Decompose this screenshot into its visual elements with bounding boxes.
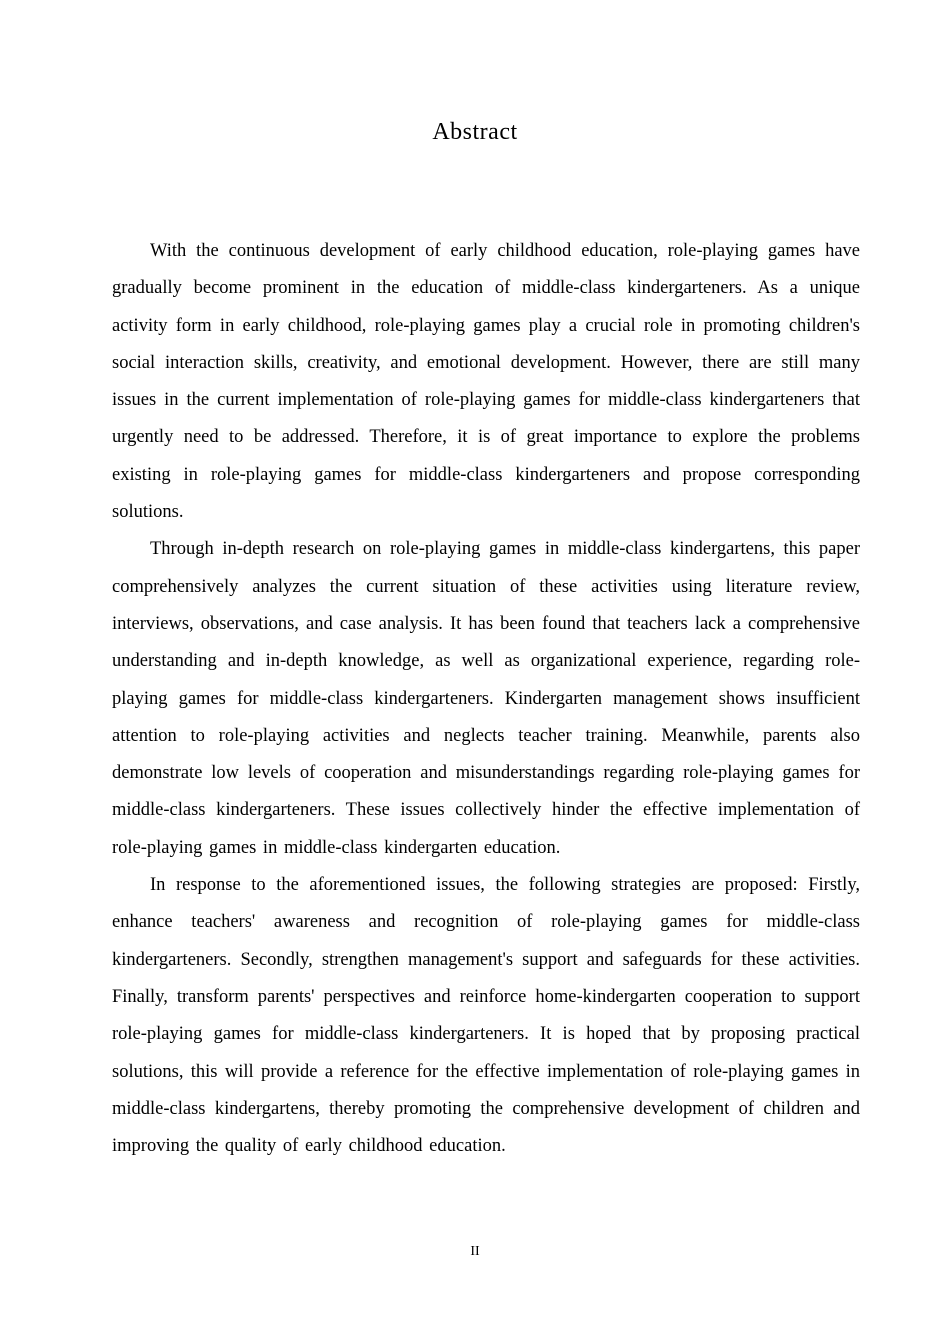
abstract-paragraph-1: With the continuous development of early childhood education, role-playing games have gradually become prominent in the education of middle-class kindergarteners. As a unique activity form in early childhood, role-playing games play a crucial role in promoting children's social interaction skills, creativity, and emotional development. However, there are still many issues in the current implementation of role-playing games for middle-class kindergarteners that urgently need to be addressed. Therefore, it is of great importance to explore the problems existing in role-playing games for middle-class kindergarteners and propose corresponding solutions. <box>112 241 860 523</box>
page-title: Abstract <box>432 119 518 145</box>
abstract-paragraph-2: Through in-depth research on role-playing games in middle-class kindergartens, this paper comprehensively analyzes the current situation of these activities using literature review, interviews, observations, and case analysis. It has been found that teachers lack a comprehensive understanding and in-depth knowledge, as well as organizational experience, regarding role-playing games for middle-class kindergarteners. Kindergarten management shows insufficient attention to role-playing activities and neglects teacher training. Meanwhile, parents also demonstrate low levels of cooperation and misunderstandings regarding role-playing games for middle-class kindergarteners. These issues collectively hinder the effective implementation of role-playing games in middle-class kindergarten education. <box>112 539 860 858</box>
abstract-paragraph-3: In response to the aforementioned issues, the following strategies are proposed: Firstly, enhance teachers' awareness and recognition of role-playing games for middle-class kindergarteners. Secondly, strengthen management's support and safeguards for these activities. Finally, transform parents' perspectives and reinforce home-kindergarten cooperation to support role-playing games for middle-class kindergarteners. It is hoped that by proposing practical solutions, this will provide a reference for the effective implementation of role-playing games in middle-class kindergartens, thereby promoting the comprehensive development of children and improving the quality of early childhood education. <box>112 875 860 1157</box>
abstract-body <box>112 233 860 1165</box>
page-number: II <box>470 1244 480 1259</box>
